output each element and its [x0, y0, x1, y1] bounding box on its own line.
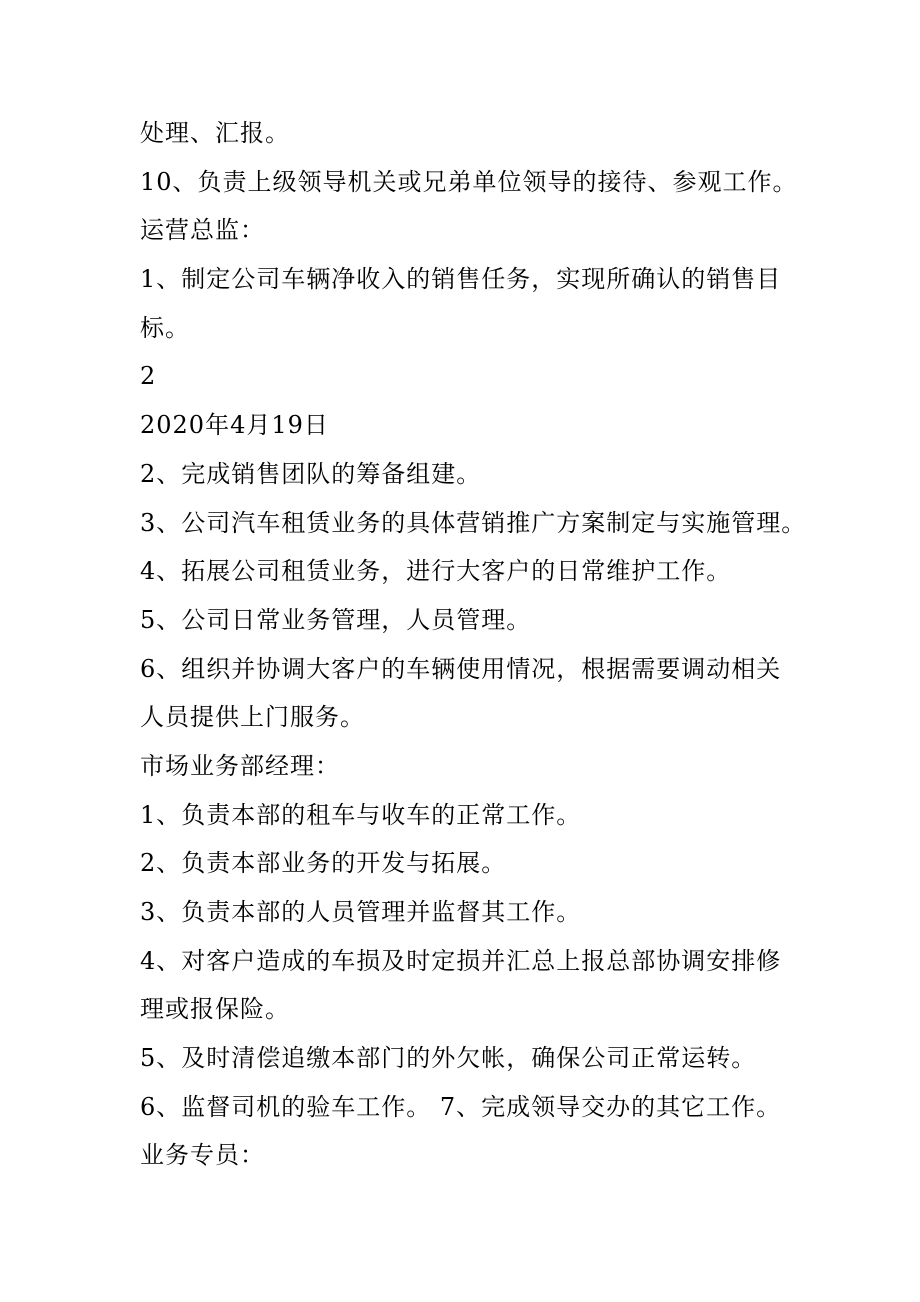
text-line: 3、负责本部的人员管理并监督其工作。	[140, 898, 582, 926]
text-line: 2、负责本部业务的开发与拓展。	[140, 849, 507, 878]
text-line: 4、拓展公司租赁业务，进行大客户的日常维护工作。	[140, 557, 732, 586]
document-body	[140, 109, 820, 1180]
text-line: 处理、汇报。	[140, 119, 290, 147]
text-line: 标。	[140, 313, 190, 342]
text-line: 1、负责本部的租车与收车的正常工作。	[140, 800, 582, 829]
text-line: 人员提供上门服务。	[140, 703, 365, 732]
section-heading: 运营总监：	[140, 216, 265, 245]
text-line: 6、组织并协调大客户的车辆使用情况，根据需要调动相关	[140, 654, 782, 683]
text-line: 3、公司汽车租赁业务的具体营销推广方案制定与实施管理。	[140, 508, 807, 537]
text-line: 4、对客户造成的车损及时定损并汇总上报总部协调安排修	[140, 946, 782, 975]
text-line: 10、负责上级领导机关或兄弟单位领导的接待、参观工作。	[140, 167, 798, 196]
page-number: 2	[140, 362, 157, 391]
text-line: 理或报保险。	[140, 995, 290, 1024]
text-line: 6、监督司机的验车工作。 7、完成领导交办的其它工作。	[140, 1092, 782, 1121]
text-line: 5、及时清偿追缴本部门的外欠帐，确保公司正常运转。	[140, 1044, 757, 1073]
text-line: 5、公司日常业务管理，人员管理。	[140, 605, 532, 634]
text-line: 1、制定公司车辆净收入的销售任务，实现所确认的销售目	[140, 265, 782, 294]
date-line: 2020年4月19日	[140, 411, 329, 440]
section-heading: 市场业务部经理：	[140, 751, 340, 780]
text-line: 2、完成销售团队的筹备组建。	[140, 459, 482, 488]
section-heading: 业务专员：	[140, 1141, 265, 1170]
